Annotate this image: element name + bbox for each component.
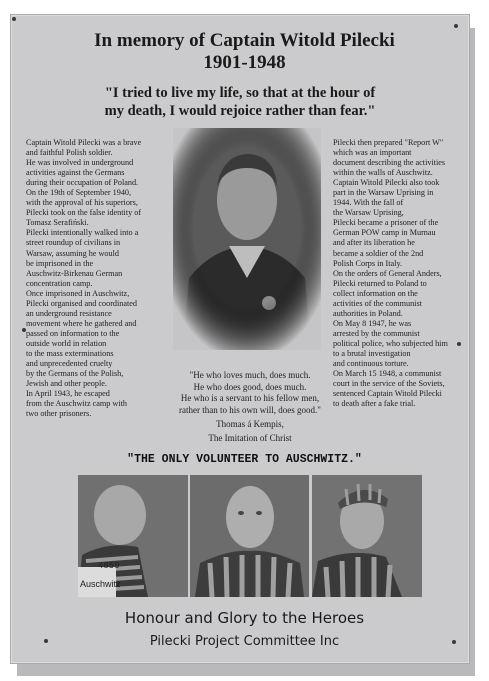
portrait-officer-image	[173, 128, 321, 350]
screw-icon	[12, 17, 16, 21]
footer-committee: Pilecki Project Committee Inc	[149, 634, 340, 649]
volunteer-caption: "THE ONLY VOLUNTEER TO AUSCHWITZ."	[127, 453, 362, 466]
biography-right-column: Pilecki then prepared "Report W" which was an important document describing the activities within the walls of Auschwitz. Captain Witold Pilecki also took part in the Warsaw Uprising in 1944. With the fall of the Warsaw Uprising, Pilecki became a prisoner of the German POW camp in Murnau and after its liberation he became a soldier of the 2nd Polish Corps in Italy. On the orders of General Anders, Pilecki returned to Poland to collect information on the activities of the communist authorities in Poland. On May 8 1947, he was arrested by the communist political police, who subjected him to a brutal investigation and continuous torture. On March 15 1948, a communist court in the service of the Soviets, sentenced Captain Witold Pilecki to death after a fake trial.	[333, 138, 448, 409]
kempis-quote: "He who loves much, does much. He who does good, does much. He who is a servant to his fellow men, rather than to his own will, does good."	[179, 370, 321, 415]
biography-left-column: Captain Witold Pilecki was a brave and faithful Polish soldier. He was involved in underground activities against the Germans during their occupation of Poland. On the 19th of September 1940, with the approval of his superiors, Pilecki took on the false identity of Tomasz Serafiński. Pilecki intentionally walked into a street roundup of civilians in Warsaw, assuming he would be imprisoned in the Auschwitz-Birkenau German concentration camp. Once imprisoned in Auschwitz, Pilecki organised and coordinated an underground resistance movement where he gathered and passed on information to the outside world in relation to the mass exterminations and unprecedented cruelty by the Germans of the Polish, Jewish and other people. In April 1943, he escaped from the Auschwitz camp with two other prisoners.	[26, 138, 142, 419]
mugshot-cap-photo	[312, 475, 422, 597]
quote-author: Thomas á Kempis,	[216, 419, 284, 429]
mugshot-front-image	[190, 475, 309, 597]
portrait-photo	[173, 128, 321, 350]
mugshot-profile-photo	[78, 475, 188, 597]
mugshot-front-photo	[190, 475, 309, 597]
top-quote-line1: "I tried to live my life, so that at the hour of	[104, 85, 376, 101]
quote-source: The Imitation of Christ	[208, 433, 292, 443]
page-title-dates: 1901-1948	[203, 52, 286, 73]
footer-tribute: Honour and Glory to the Heroes	[124, 609, 365, 627]
mugshot-camp-label: Auschwitz	[80, 579, 121, 589]
screw-icon	[454, 24, 458, 28]
mugshot-cap-image	[312, 475, 422, 597]
mugshot-number: 4859	[98, 561, 120, 571]
top-quote-line2: my death, I would rejoice rather than fear."	[104, 103, 376, 119]
page-title: In memory of Captain Witold Pilecki	[94, 30, 395, 51]
